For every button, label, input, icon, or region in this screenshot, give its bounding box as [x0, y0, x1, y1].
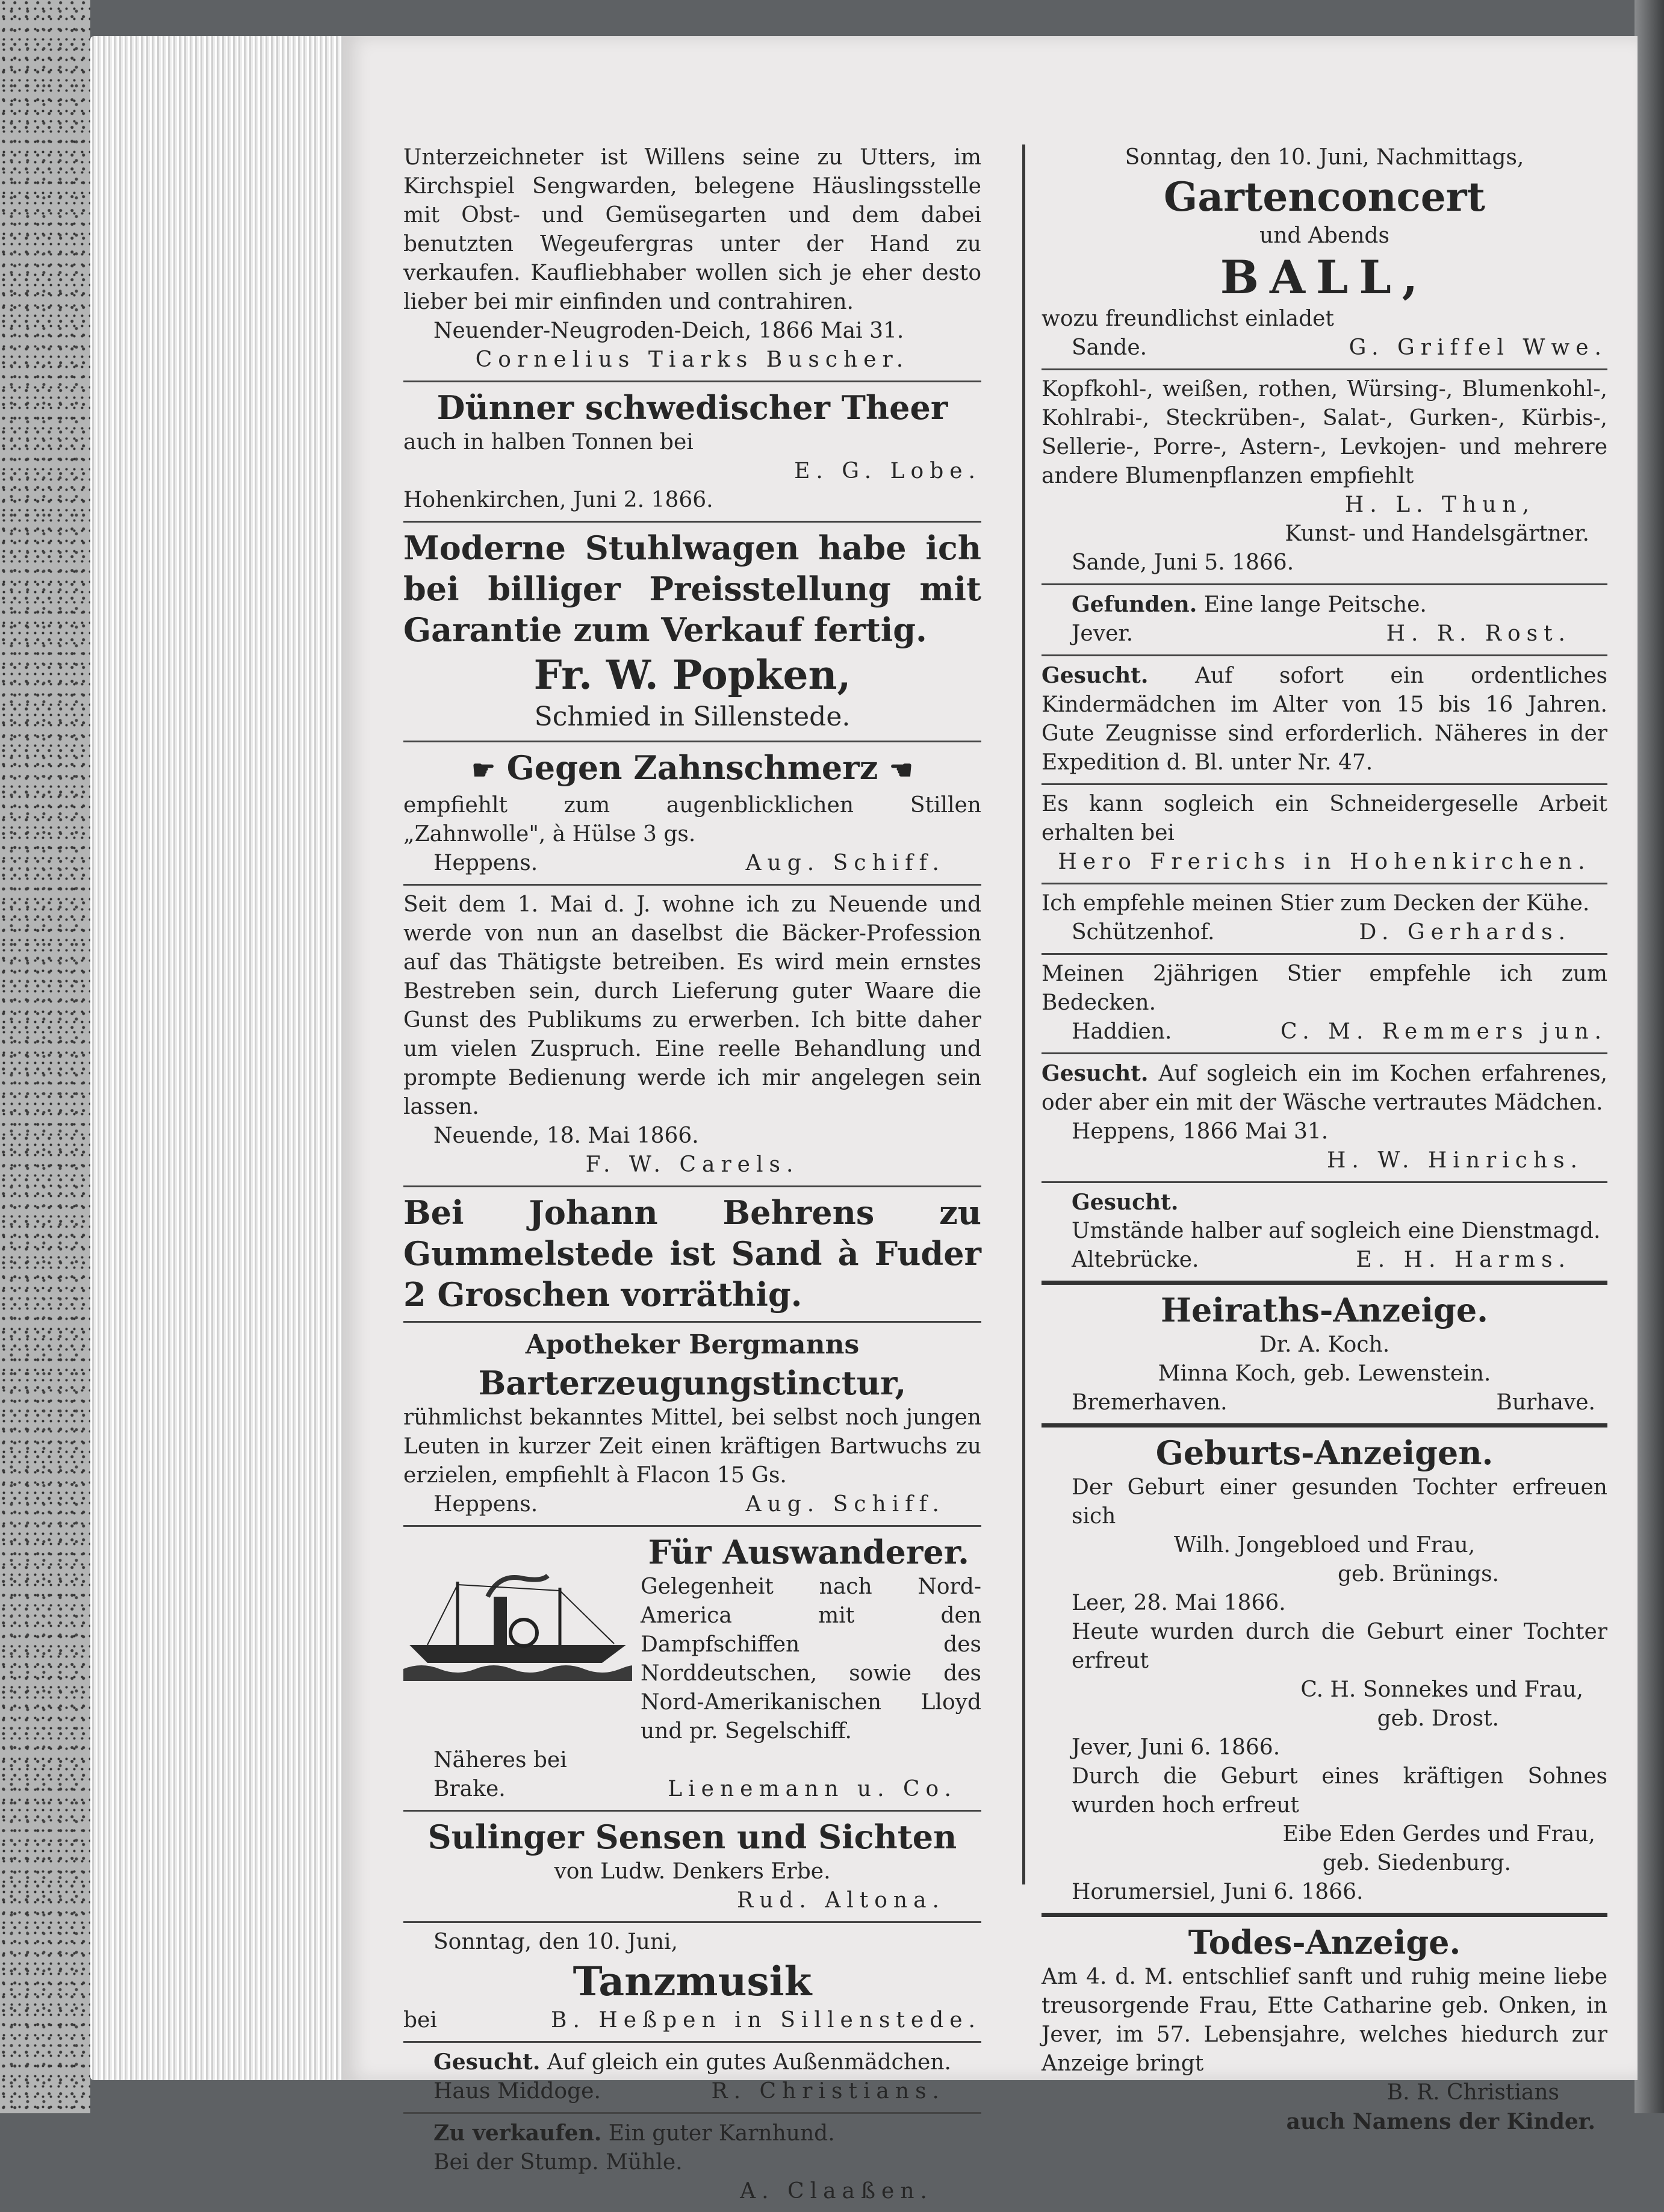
place-date: Neuende, 18. Mai 1866. [433, 1123, 699, 1148]
ad-zu-verkaufen [403, 2114, 981, 2212]
ad-schneidergeselle [1042, 785, 1607, 884]
ad-text: Moderne Stuhlwagen habe ich bei billiger Preisstellung mit Garantie zum Verkauf fertig. [403, 529, 981, 649]
birth-1-text: Der Geburt einer gesunden Tochter erfreuen sich [1072, 1475, 1607, 1529]
ad-title: Tanzmusik [573, 1958, 812, 2005]
steamship-illustration [403, 1573, 632, 1681]
ad-text: Am 4. d. M. entschlief sanft und ruhig meine liebe treusorgende Frau, Ette Catharine geb. Onken, in Jever, im 57. Lebensjahre, welches hiedurch zur Anzeige bringt [1042, 1965, 1607, 2076]
signature: H. L. Thun, [1344, 492, 1535, 517]
birth-2-nee: geb. Drost. [1377, 1706, 1499, 1731]
signature: Hero Frerichs in Hohenkirchen. [1058, 850, 1591, 874]
place: Heppens. [433, 1492, 538, 1517]
signature: H. R. Rost. [1386, 621, 1571, 646]
ad-sand [403, 1187, 981, 1323]
signature: G. Griffel Wwe. [1349, 335, 1607, 360]
ad-line: auch in halben Tonnen bei [403, 430, 694, 455]
ad-text: Kopfkohl-, weißen, rothen, Würsing-, Blumenkohl-, Kohlrabi-, Steckrüben-, Salat-, Gurken-, Kürbis-, Sellerie-, Porre-, Astern-, Levkojen- und mehrere andere Blumenpflanzen empfiehlt [1042, 377, 1607, 488]
signature-row [1042, 334, 1607, 362]
advertiser-trade: Schmied in Sillenstede. [534, 701, 851, 732]
birth-3-text: Durch die Geburt eines kräftigen Sohnes wurden hoch erfreut [1072, 1764, 1607, 1818]
signature: B. R. Christians [1386, 2080, 1559, 2105]
ad-title: Dünner schwedischer Theer [436, 388, 948, 427]
place: Schützenhof. [1072, 920, 1215, 945]
ad-text: Auf sofort ein ordentliches Kindermädchen im Alter von 15 bis 16 Jahren. Gute Zeugnisse sind erforderlich. Näheres in der Expedition d. Bl. unter Nr. 47. [1042, 663, 1608, 775]
right-column [1042, 138, 1607, 2142]
ad-title: Gegen Zahnschmerz [506, 748, 878, 787]
ad-heiraths-anzeige [1042, 1285, 1607, 1428]
newspaper-page [343, 36, 1638, 2204]
ad-geburts-anzeigen [1042, 1428, 1607, 1917]
ad-sensen [403, 1812, 981, 1923]
signature-row [403, 2006, 981, 2035]
ad-text: Eine lange Peitsche. [1203, 592, 1427, 617]
ad-stier-gerhards [1042, 884, 1607, 955]
ad-gartenconcert [1042, 138, 1607, 370]
ad-barterzeugung [403, 1323, 981, 1527]
ad-head: Gesucht. [1042, 1061, 1149, 1086]
ad-text: Seit dem 1. Mai d. J. wohne ich zu Neuende und werde von nun an daselbst die Bäcker-Profession auf das Thätigste betreiben. Es wird mein ernstes Bestreben sein, durch Lieferung guter Waare die Gunst des Publikums zu erwerben. Ich bitte daher um vielen Zuspruch. Eine reelle Behandlung und prompte Bedienung werde ich mir angelegen sein lassen. [403, 892, 981, 1119]
ad-head: Gesucht. [1042, 663, 1149, 688]
ad-gesucht-dienstmagd [1042, 1183, 1607, 1285]
ad-head: Gesucht. [1072, 1190, 1179, 1215]
left-column [403, 138, 981, 2212]
ad-gesucht-aussenmaedchen [403, 2043, 981, 2114]
signature: E. G. Lobe. [794, 459, 981, 483]
ad-gesucht-koechin [1042, 1054, 1607, 1183]
ad-auswanderer [403, 1527, 981, 1812]
ad-more: Näheres bei [433, 1748, 567, 1772]
ad-line: wozu freundlichst einladet [1042, 306, 1334, 331]
signature-row [1042, 918, 1607, 947]
birth-1-place-date: Leer, 28. Mai 1866. [1072, 1591, 1286, 1615]
birth-3-place-date: Horumersiel, Juni 6. 1866. [1072, 1880, 1364, 1904]
signature: C. M. Remmers jun. [1281, 1019, 1607, 1044]
ad-date: Sonntag, den 10. Juni, [433, 1930, 678, 1954]
ad-theer [403, 382, 981, 523]
ad-gesucht-kindermaedchen [1042, 656, 1607, 785]
place-date: Hohenkirchen, Juni 2. 1866. [403, 488, 713, 512]
ad-title: Gartenconcert [1164, 173, 1485, 220]
ad-haeuslingsstelle [403, 138, 981, 382]
places-row [1042, 1388, 1607, 1417]
ad-head: Gefunden. [1072, 592, 1197, 617]
pointing-hand-icon: ☚ [889, 755, 913, 786]
ad-title-row [403, 747, 981, 791]
signature: F. W. Carels. [585, 1152, 799, 1177]
ad-date: Sonntag, den 10. Juni, Nachmittags, [1125, 145, 1524, 170]
ad-baecker [403, 886, 981, 1187]
signature-row [403, 1775, 981, 1804]
ad-pflanzen [1042, 370, 1607, 585]
ad-text: Bei Johann Behrens zu Gummelstede ist Sand à Fuder 2 Groschen vorräthig. [403, 1193, 981, 1314]
signature: D. Gerhards. [1359, 920, 1571, 945]
signature: Aug. Schiff. [745, 1492, 945, 1517]
signature: Cornelius Tiarks Buscher. [475, 347, 910, 372]
ad-title: Geburts-Anzeigen. [1155, 1434, 1494, 1472]
ad-todes-anzeige [1042, 1917, 1607, 2142]
ad-title: Apotheker Bergmanns [525, 1329, 860, 1360]
pointing-hand-icon: ☛ [471, 755, 495, 786]
ad-line [403, 2048, 981, 2077]
birth-2-text: Heute wurden durch die Geburt einer Tochter erfreut [1072, 1620, 1607, 1673]
place: Brake. [433, 1777, 506, 1801]
ad-zahnschmerz [403, 742, 981, 886]
ad-text: Unterzeichneter ist Willens seine zu Utters, im Kirchspiel Sengwarden, belegene Häuslingsstelle mit Obst- und Gemüsegarten und dem dabei benutzten Wegeufergras unter der Hand zu verkaufen. Kaufliebhaber wollen sich je eher desto lieber bei mir einfinden und contrahiren. [403, 145, 981, 314]
book-spine [1635, 0, 1664, 2113]
ad-tanzmusik [403, 1923, 981, 2043]
advertiser-name: Fr. W. Popken, [533, 651, 851, 698]
ad-line [1042, 1059, 1607, 1117]
ad-head: Gesucht. [433, 2049, 541, 2075]
birth-1-names: Wilh. Jongebloed und Frau, [1173, 1533, 1476, 1558]
ad-text: Es kann sogleich ein Schneidergeselle Arbeit erhalten bei [1042, 792, 1607, 845]
ad-line [1042, 590, 1607, 620]
column-divider [1022, 144, 1025, 1884]
ad-title: Sulinger Sensen und Sichten [427, 1818, 957, 1856]
ad-text: Meinen 2jährigen Stier empfehle ich zum Bedecken. [1042, 962, 1607, 1015]
birth-3-names: Eibe Eden Gerdes und Frau, [1282, 1822, 1595, 1847]
signature: Rud. Altona. [737, 1888, 945, 1913]
bei-label: bei [403, 2008, 437, 2033]
birth-1-nee: geb. Brünings. [1338, 1562, 1499, 1586]
ad-text: empfiehlt zum augenblicklichen Stillen „Zahnwolle", à Hülse 3 gs. [403, 793, 981, 847]
ad-text: Auf sogleich ein im Kochen erfahrenes, oder aber ein mit der Wäsche vertrautes Mädchen. [1042, 1061, 1607, 1115]
ad-stier-remmers [1042, 955, 1607, 1054]
ad-text: rühmlichst bekanntes Mittel, bei selbst noch jungen Leuten in kurzer Zeit einen kräftigen Bartwuchs zu erzielen, empfiehlt à Flacon 15 Gs. [403, 1405, 981, 1488]
signature-sub: auch Namens der Kinder. [1286, 2109, 1595, 2134]
signature-row [1042, 1017, 1607, 1046]
ad-line [403, 2119, 981, 2148]
signature-row [1042, 620, 1607, 648]
ad-text: Ein guter Karnhund. [608, 2121, 835, 2146]
place: Altebrücke. [1072, 1247, 1199, 1272]
place: Sande. [1072, 335, 1147, 360]
ad-head: Zu verkaufen. [433, 2120, 602, 2146]
signature: R. Christians. [711, 2079, 945, 2104]
ad-und: und Abends [1259, 223, 1389, 248]
birth-2-names: C. H. Sonnekes und Frau, [1300, 1677, 1583, 1702]
birth-2-place-date: Jever, Juni 6. 1866. [1072, 1735, 1281, 1760]
place: Jever. [1072, 621, 1134, 646]
signature-sub: Kunst- und Handelsgärtner. [1285, 521, 1589, 546]
place-date: Sande, Juni 5. 1866. [1072, 550, 1294, 575]
ad-title-2: Barterzeugungstinctur, [478, 1364, 907, 1402]
signature-row [1042, 1246, 1607, 1275]
ad-gefunden [1042, 585, 1607, 656]
book-page-edges [90, 36, 343, 2080]
signature: E. H. Harms. [1356, 1247, 1571, 1272]
signature-row [403, 2077, 981, 2106]
ad-text: Ich empfehle meinen Stier zum Decken der Kühe. [1042, 891, 1590, 916]
ad-location: Bei der Stump. Mühle. [433, 2150, 683, 2175]
ad-line: von Ludw. Denkers Erbe. [554, 1859, 831, 1884]
place-1: Bremerhaven. [1072, 1390, 1228, 1415]
signature: Aug. Schiff. [745, 851, 945, 875]
place: Haddien. [1072, 1019, 1172, 1044]
ad-text: Auf gleich ein gutes Außenmädchen. [547, 2050, 951, 2075]
signature-row [403, 849, 981, 878]
ship-block [403, 1573, 981, 1746]
ad-text: Umstände halber auf sogleich eine Dienstmagd. [1072, 1219, 1601, 1243]
signature-row [403, 1490, 981, 1519]
ad-stuhlwagen [403, 523, 981, 742]
signature: B. Heßpen in Sillenstede. [551, 2008, 981, 2033]
groom-name: Dr. A. Koch. [1259, 1332, 1390, 1357]
ad-title: Todes-Anzeige. [1188, 1923, 1461, 1962]
ad-line [1042, 661, 1607, 777]
signature: Lienemann u. Co. [668, 1777, 957, 1801]
ad-title: Für Auswanderer. [648, 1533, 969, 1571]
birth-3-nee: geb. Siedenburg. [1322, 1851, 1511, 1875]
ad-title: Heiraths-Anzeige. [1161, 1291, 1488, 1329]
place-date: Heppens, 1866 Mai 31. [1072, 1119, 1329, 1144]
place-date: Neuender-Neugroden-Deich, 1866 Mai 31. [433, 318, 904, 343]
scanner-background-speckle [0, 0, 90, 2113]
ad-text: Gelegenheit nach Nord-America mit den Dampfschiffen des Norddeutschen, sowie des Nord-Amerikanischen Lloyd und pr. Segelschiff. [641, 1574, 981, 1744]
signature: A. Claaßen. [740, 2179, 933, 2204]
ad-ball: BALL, [1220, 250, 1429, 304]
place: Heppens. [433, 851, 538, 875]
place-2: Burhave. [1496, 1390, 1595, 1415]
bride-name: Minna Koch, geb. Lewenstein. [1158, 1361, 1491, 1386]
place: Haus Middoge. [433, 2079, 601, 2104]
signature: H. W. Hinrichs. [1327, 1148, 1583, 1173]
